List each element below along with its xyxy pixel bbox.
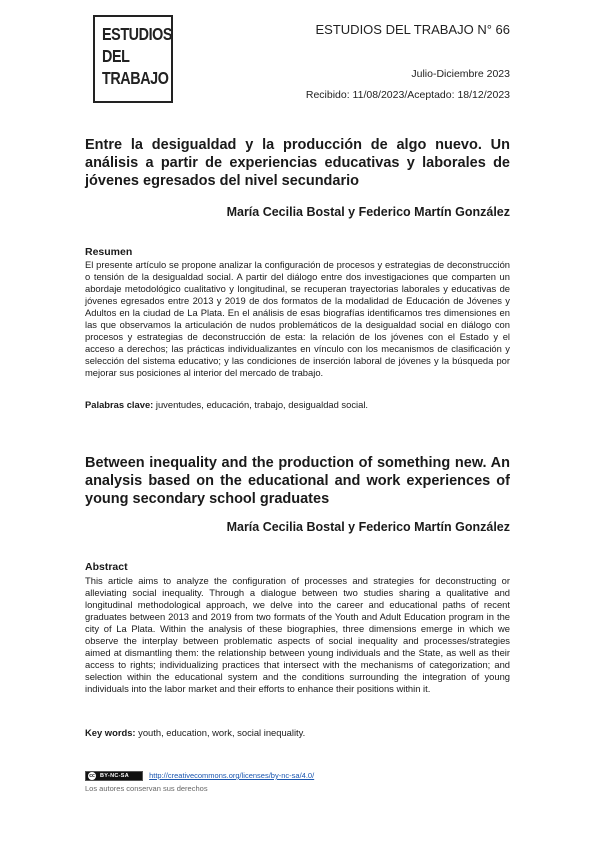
spanish-title: Entre la desigualdad y la producción de algo nuevo. Un análisis a partir de experiencias educativas y laborales de jóvenes egresados del nivel secundario <box>85 137 510 189</box>
cc-icon: cc <box>89 773 95 780</box>
cc-license-badge[interactable] <box>85 771 143 781</box>
rights-notice: Los autores conservan sus derechos <box>85 784 208 793</box>
resumen-heading: Resumen <box>85 246 133 258</box>
english-title: Between inequality and the production of something new. An analysis based on the educational and work experiences of young secondary school graduates <box>85 455 510 507</box>
license-line <box>85 771 314 781</box>
abstract-heading: Abstract <box>85 561 128 573</box>
logo-line-1: ESTUDIOS <box>102 24 173 44</box>
logo-line-3: TRABAJO <box>102 68 169 88</box>
english-authors: María Cecilia Bostal y Federico Martín González <box>226 520 510 534</box>
spanish-keywords-list: juventudes, educación, trabajo, desigualdad social. <box>153 399 369 410</box>
english-keywords-list: youth, education, work, social inequality. <box>135 727 306 738</box>
issue-date: Julio-Diciembre 2023 <box>411 68 510 80</box>
abstract-text: This article aims to analyze the configuration of processes and strategies for deconstructing or alleviating social inequality. Through a dialogue between two studies sharing a qualitative and longitudinal methodological approach, we delve into the career and educational paths of recent graduates between 2013 and 2019 from two formats of the Youth and Adult Education program in the city of La Plata. Within the analysis of these biographies, three dimensions emerge in which we observe the interplay between problematic aspects of social inequality and processes/strategies aimed at dismantling them: the relationship between young individuals and the State, as well as their access to rights; individualizing practices that intersect with the mechanisms of categorization; and selection within the educational system and the conditions surrounding the integration of young individuals into the labor market and their efforts to enhance their positions within it. <box>85 575 510 695</box>
english-keywords-label: Key words: <box>85 727 136 738</box>
spanish-keywords <box>85 399 368 410</box>
license-link[interactable]: http://creativecommons.org/licenses/by-nc-sa/4.0/ <box>149 771 315 780</box>
spanish-keywords-label: Palabras clave: <box>85 399 154 410</box>
received-accepted-dates: Recibido: 11/08/2023/Aceptado: 18/12/2023 <box>305 89 510 101</box>
resumen-text: El presente artículo se propone analizar la configuración de procesos y estrategias de deconstrucción o tensión de la desigualdad social. A partir del diálogo entre dos investigaciones que comparten un abordaje metodológico cualitativo y longitudinal, se recuperan trayectorias laborales y educativas de jóvenes egresados entre 2013 y 2019 de dos formatos de la modalidad de Educación de Jóvenes y Adultos en la ciudad de La Plata. En el análisis de esas biografías identificamos tres dimensiones en las que observamos la articulación de nudos problemáticos de la desigualdad social en diálogo con procesos y estrategias de deconstrucción de esta: la relación de los jóvenes con el Estado y el acceso a derechos; las prácticas individualizantes en vínculo con los mecanismos de clasificación y selección del sistema educativo; y las condiciones de inserción laboral de jóvenes y la búsqueda por mejorar sus posiciones al interior del mercado de trabajo. <box>85 259 510 379</box>
journal-logo <box>93 15 173 103</box>
logo-line-2: DEL <box>102 46 130 66</box>
english-keywords <box>85 727 305 738</box>
cc-badge-text: BY-NC-SA <box>100 773 129 780</box>
journal-issue: ESTUDIOS DEL TRABAJO N° 66 <box>315 22 510 37</box>
spanish-authors: María Cecilia Bostal y Federico Martín González <box>226 205 510 219</box>
